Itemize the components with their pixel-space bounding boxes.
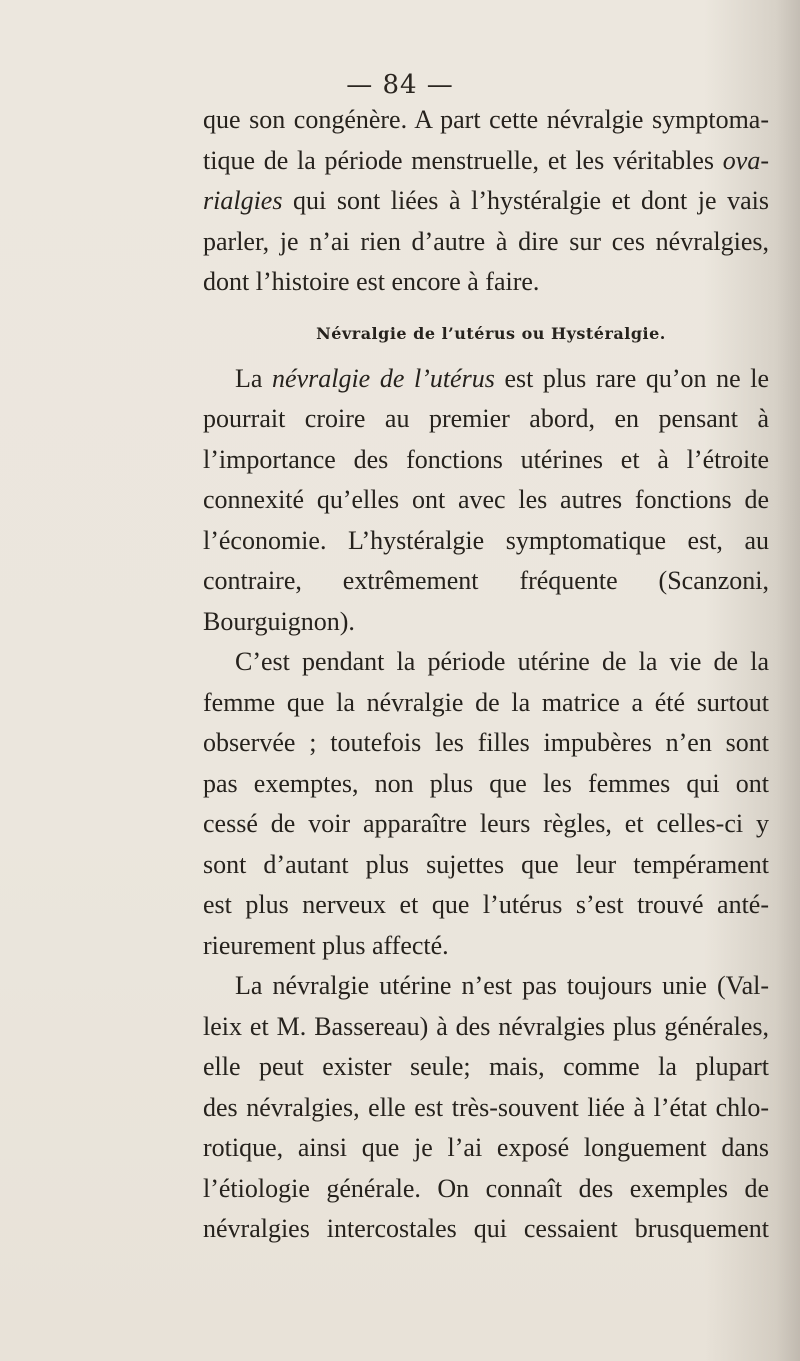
italic-term: névralgie de l’utérus xyxy=(272,363,495,393)
body-text xyxy=(203,100,769,1250)
text-line: pas exemptes, non plus que les femmes qui ont xyxy=(203,768,769,798)
text-line xyxy=(203,141,769,182)
italic-term-ovarialgies-start: ova- xyxy=(722,145,769,175)
text-line: des névralgies, elle est très-souvent liée à l’état chlo- xyxy=(203,1092,769,1122)
text-line: observée ; toutefois les filles impubères n’en sont xyxy=(203,728,769,757)
text-line: C’est pendant la période utérine de la vie de la xyxy=(235,647,769,676)
text-fragment: tique de la période menstruelle, et les véritables xyxy=(203,145,723,175)
page-number: — 84 — xyxy=(346,70,454,100)
text-line: femme que la névralgie de la matrice a été surtout xyxy=(203,687,769,717)
paragraph-1 xyxy=(203,100,769,303)
text-line: rotique, ainsi que je l’ai exposé longuement dans xyxy=(203,1133,769,1162)
text-line: Bourguignon). xyxy=(203,606,355,636)
text-line: parler, je n’ai rien d’autre à dire sur ces névralgies, xyxy=(203,226,769,256)
italic-term-ovarialgies-end: rialgies xyxy=(203,186,283,215)
text-line: que son congénère. A part cette névralgie symptoma- xyxy=(203,105,769,134)
text-line: rieurement plus affecté. xyxy=(203,930,449,960)
text-fragment: qui sont liées à l’hystéralgie et dont je vais xyxy=(282,186,769,215)
text-line: névralgies intercostales qui cessaient brusquement xyxy=(203,1214,769,1243)
text-line: cessé de voir apparaître leurs règles, et celles-ci y xyxy=(203,809,769,838)
paragraph-2 xyxy=(203,359,769,643)
text-line: elle peut exister seule; mais, comme la plupart xyxy=(203,1052,769,1081)
paragraph-4 xyxy=(203,966,769,1250)
text-line: l’importance des fonctions utérines et à l’étroite xyxy=(203,444,769,474)
text-line: l’économie. L’hystéralgie symptomatique est, au xyxy=(203,525,769,555)
text-line xyxy=(203,181,769,222)
text-line: est plus nerveux et que l’utérus s’est trouvé anté- xyxy=(203,890,769,919)
paragraph-3 xyxy=(203,642,769,966)
text-line: contraire, extrêmement fréquente (Scanzoni, xyxy=(203,566,769,595)
text-line: connexité qu’elles ont avec les autres fonctions de xyxy=(203,485,769,514)
text-line: leix et M. Bassereau) à des névralgies plus générales, xyxy=(203,1011,769,1041)
text-line: pourrait croire au premier abord, en pensant à xyxy=(203,404,769,433)
text-line: l’étiologie générale. On connaît des exemples de xyxy=(203,1173,769,1203)
text-line xyxy=(203,359,769,400)
text-fragment: La xyxy=(235,363,273,393)
section-heading: Névralgie de l’utérus ou Hystéralgie. xyxy=(316,323,666,343)
text-line: sont d’autant plus sujettes que leur tempérament xyxy=(203,849,769,879)
text-line: La névralgie utérine n’est pas toujours unie (Val- xyxy=(235,971,769,1000)
text-fragment: est plus rare qu’on ne le xyxy=(494,363,770,393)
text-line: dont l’histoire est encore à faire. xyxy=(203,267,540,296)
